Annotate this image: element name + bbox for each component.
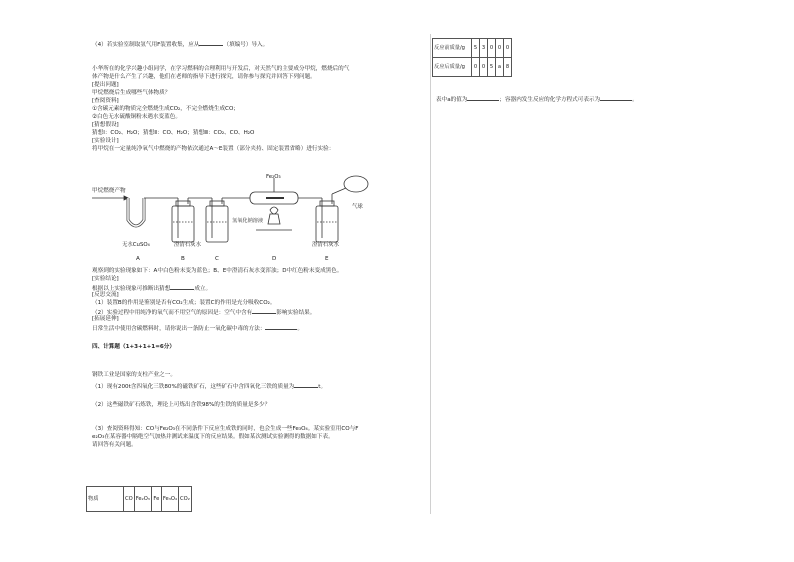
balloon-icon (344, 176, 368, 192)
bottle-c (206, 206, 228, 242)
letter-e: E (325, 256, 329, 262)
extension-line: 日常生活中使用含碳燃料时，请你说出一条防止一氧化碳中毒的方法： 。 (92, 326, 304, 332)
table-col-fe: Fe (151, 487, 161, 512)
apparatus-diagram (90, 158, 380, 262)
conclusion-line: 根据以上实验现象可推断出猜想 成立。 (92, 286, 212, 292)
reflection-2: （2）实验过程中用纯净的氧气而不用空气的原因是：空气中含有 影响实验结果。 (92, 310, 316, 316)
label-b: 澄清石灰水 (174, 242, 201, 248)
data-table-continued (432, 38, 512, 77)
calc-q3-line-1: （3）查阅资料得知：CO与Fe₂O₃在不同条件下反应生成铁的同时，也会生成一些Fe₃O₄。某实验室用CO与F (92, 426, 359, 432)
calc-intro: 钢铁工业是国家的支柱产业之一。 (92, 372, 176, 378)
label-a: 无水CuSO₄ (122, 242, 150, 248)
heading-question: [提出问题] (92, 82, 119, 88)
reflection-1: （1）装置B的作用是鉴别是否有CO₂生成；装置C的作用是充分吸收CO₂。 (92, 300, 276, 306)
row-before-label: 反应前质量/g (433, 39, 472, 58)
row-before-co2: 0 (504, 39, 512, 58)
fe2o3-label: Fe₂O₃ (266, 174, 281, 180)
conclusion-blank[interactable] (170, 284, 194, 290)
calc-q2: （2）这些磁铁矿石炼铁，理论上可炼出含铁98%的生铁的质量是多少？ (92, 402, 271, 408)
balloon-label: 气球 (352, 204, 363, 210)
calc-q1-blank[interactable] (294, 382, 318, 388)
material-1: ①含碳元素的物质完全燃烧生成CO₂，不完全燃烧生成CO； (92, 106, 239, 112)
calc-q3-line-3: 请回答有关问题。 (92, 442, 137, 448)
a-value-blank[interactable] (467, 95, 499, 101)
table-col-co2: CO₂ (179, 487, 192, 512)
u-tube-a (128, 198, 144, 226)
q4-line: （4）若实验室制取氢气用F装置收集，应从 （填编号）导入。 (92, 42, 269, 48)
row-after-fe3o4: a (496, 58, 504, 77)
hypothesis-text: 猜想Ⅰ：CO₂、H₂O；猜想Ⅱ：CO、H₂O；猜想Ⅲ：CO₂、CO、H₂O (92, 130, 255, 136)
bottle-e (316, 206, 338, 242)
table-col-fe3o4: Fe₃O₄ (161, 487, 178, 512)
bottle-b (172, 206, 194, 242)
row-before-co: 5 (472, 39, 480, 58)
heading-reflection: [反思交流] (92, 292, 119, 298)
material-2: ②白色无水硫酸铜粉末遇水变蓝色。 (92, 114, 181, 120)
intro-line-2: 体产物是什么产生了兴趣，他们在老师的指导下进行探究，请你参与探究并回答下列问题。 (92, 74, 316, 80)
calc-q1: （1）现有200t含四氧化三铁80%的磁铁矿石，这些矿石中含四氧化三铁的质量为 t。 (92, 384, 327, 390)
letter-d: D (272, 256, 277, 262)
observation-text: 观察到的实验现象如下：A中白色粉末变为蓝色；B、E中澄清石灰水变浑浊；D中红色粉末变成黑色。 (92, 268, 343, 274)
row-after-fe2o3: 0 (480, 58, 488, 77)
row-before-fe3o4: 0 (496, 39, 504, 58)
data-table-header (86, 486, 192, 512)
heading-design: [实验设计] (92, 138, 119, 144)
table-col-fe2o3: Fe₂O₃ (134, 487, 151, 512)
table-head-cell: 物质 (87, 487, 124, 512)
row-after-co: 0 (472, 58, 480, 77)
heading-conclusion: [实验结论] (92, 276, 119, 282)
row-after-fe: 5 (488, 58, 496, 77)
table-col-co: CO (124, 487, 135, 512)
naoh-label: 氢氧化钠溶液 (232, 218, 264, 224)
heading-material: [查阅资料] (92, 98, 119, 104)
letter-c: C (215, 256, 219, 262)
product-label: 甲烷燃烧产物 (92, 188, 126, 194)
right-question: 表中a的值为 ；容器内发生反应的化学方程式可表示为 。 (436, 97, 638, 103)
burner (268, 214, 280, 224)
letter-b: B (181, 256, 185, 262)
label-e: 澄清石灰水 (312, 242, 339, 248)
reflection-blank[interactable] (252, 308, 276, 314)
q4-blank[interactable] (199, 40, 223, 46)
calc-q3-line-2: e₂O₃在某容器中隔绝空气加热并测试来温度下的反应结果。假如某次测试实验测得的数据如下表。 (92, 434, 334, 440)
heading-hypothesis: [猜想假设] (92, 122, 119, 128)
intro-line-1: 小华所在的化学兴趣小组同学，在学习燃料的合理利用与开发后，对天然气的主要成分甲烷，燃烧后的气 (92, 66, 350, 72)
extension-blank[interactable] (265, 324, 297, 330)
section-4-heading: 四、计算题（1+3+1+1=6分） (92, 344, 175, 350)
letter-a: A (136, 256, 140, 262)
row-before-fe2o3: 3 (480, 39, 488, 58)
flame-icon (270, 207, 278, 214)
row-before-fe: 0 (488, 39, 496, 58)
row-after-co2: 8 (504, 58, 512, 77)
design-text: 将甲烷在一定量纯净氧气中燃烧的产物依次通过A～E装置（部分夹持、固定装置省略）进行实验： (92, 146, 335, 152)
heading-extension: [拓展延伸] (92, 316, 119, 322)
column-divider (430, 34, 431, 514)
question-text: 甲烷燃烧后生成哪些气体物质？ (92, 90, 171, 96)
equation-blank[interactable] (600, 95, 632, 101)
row-after-label: 反应后质量/g (433, 58, 472, 77)
